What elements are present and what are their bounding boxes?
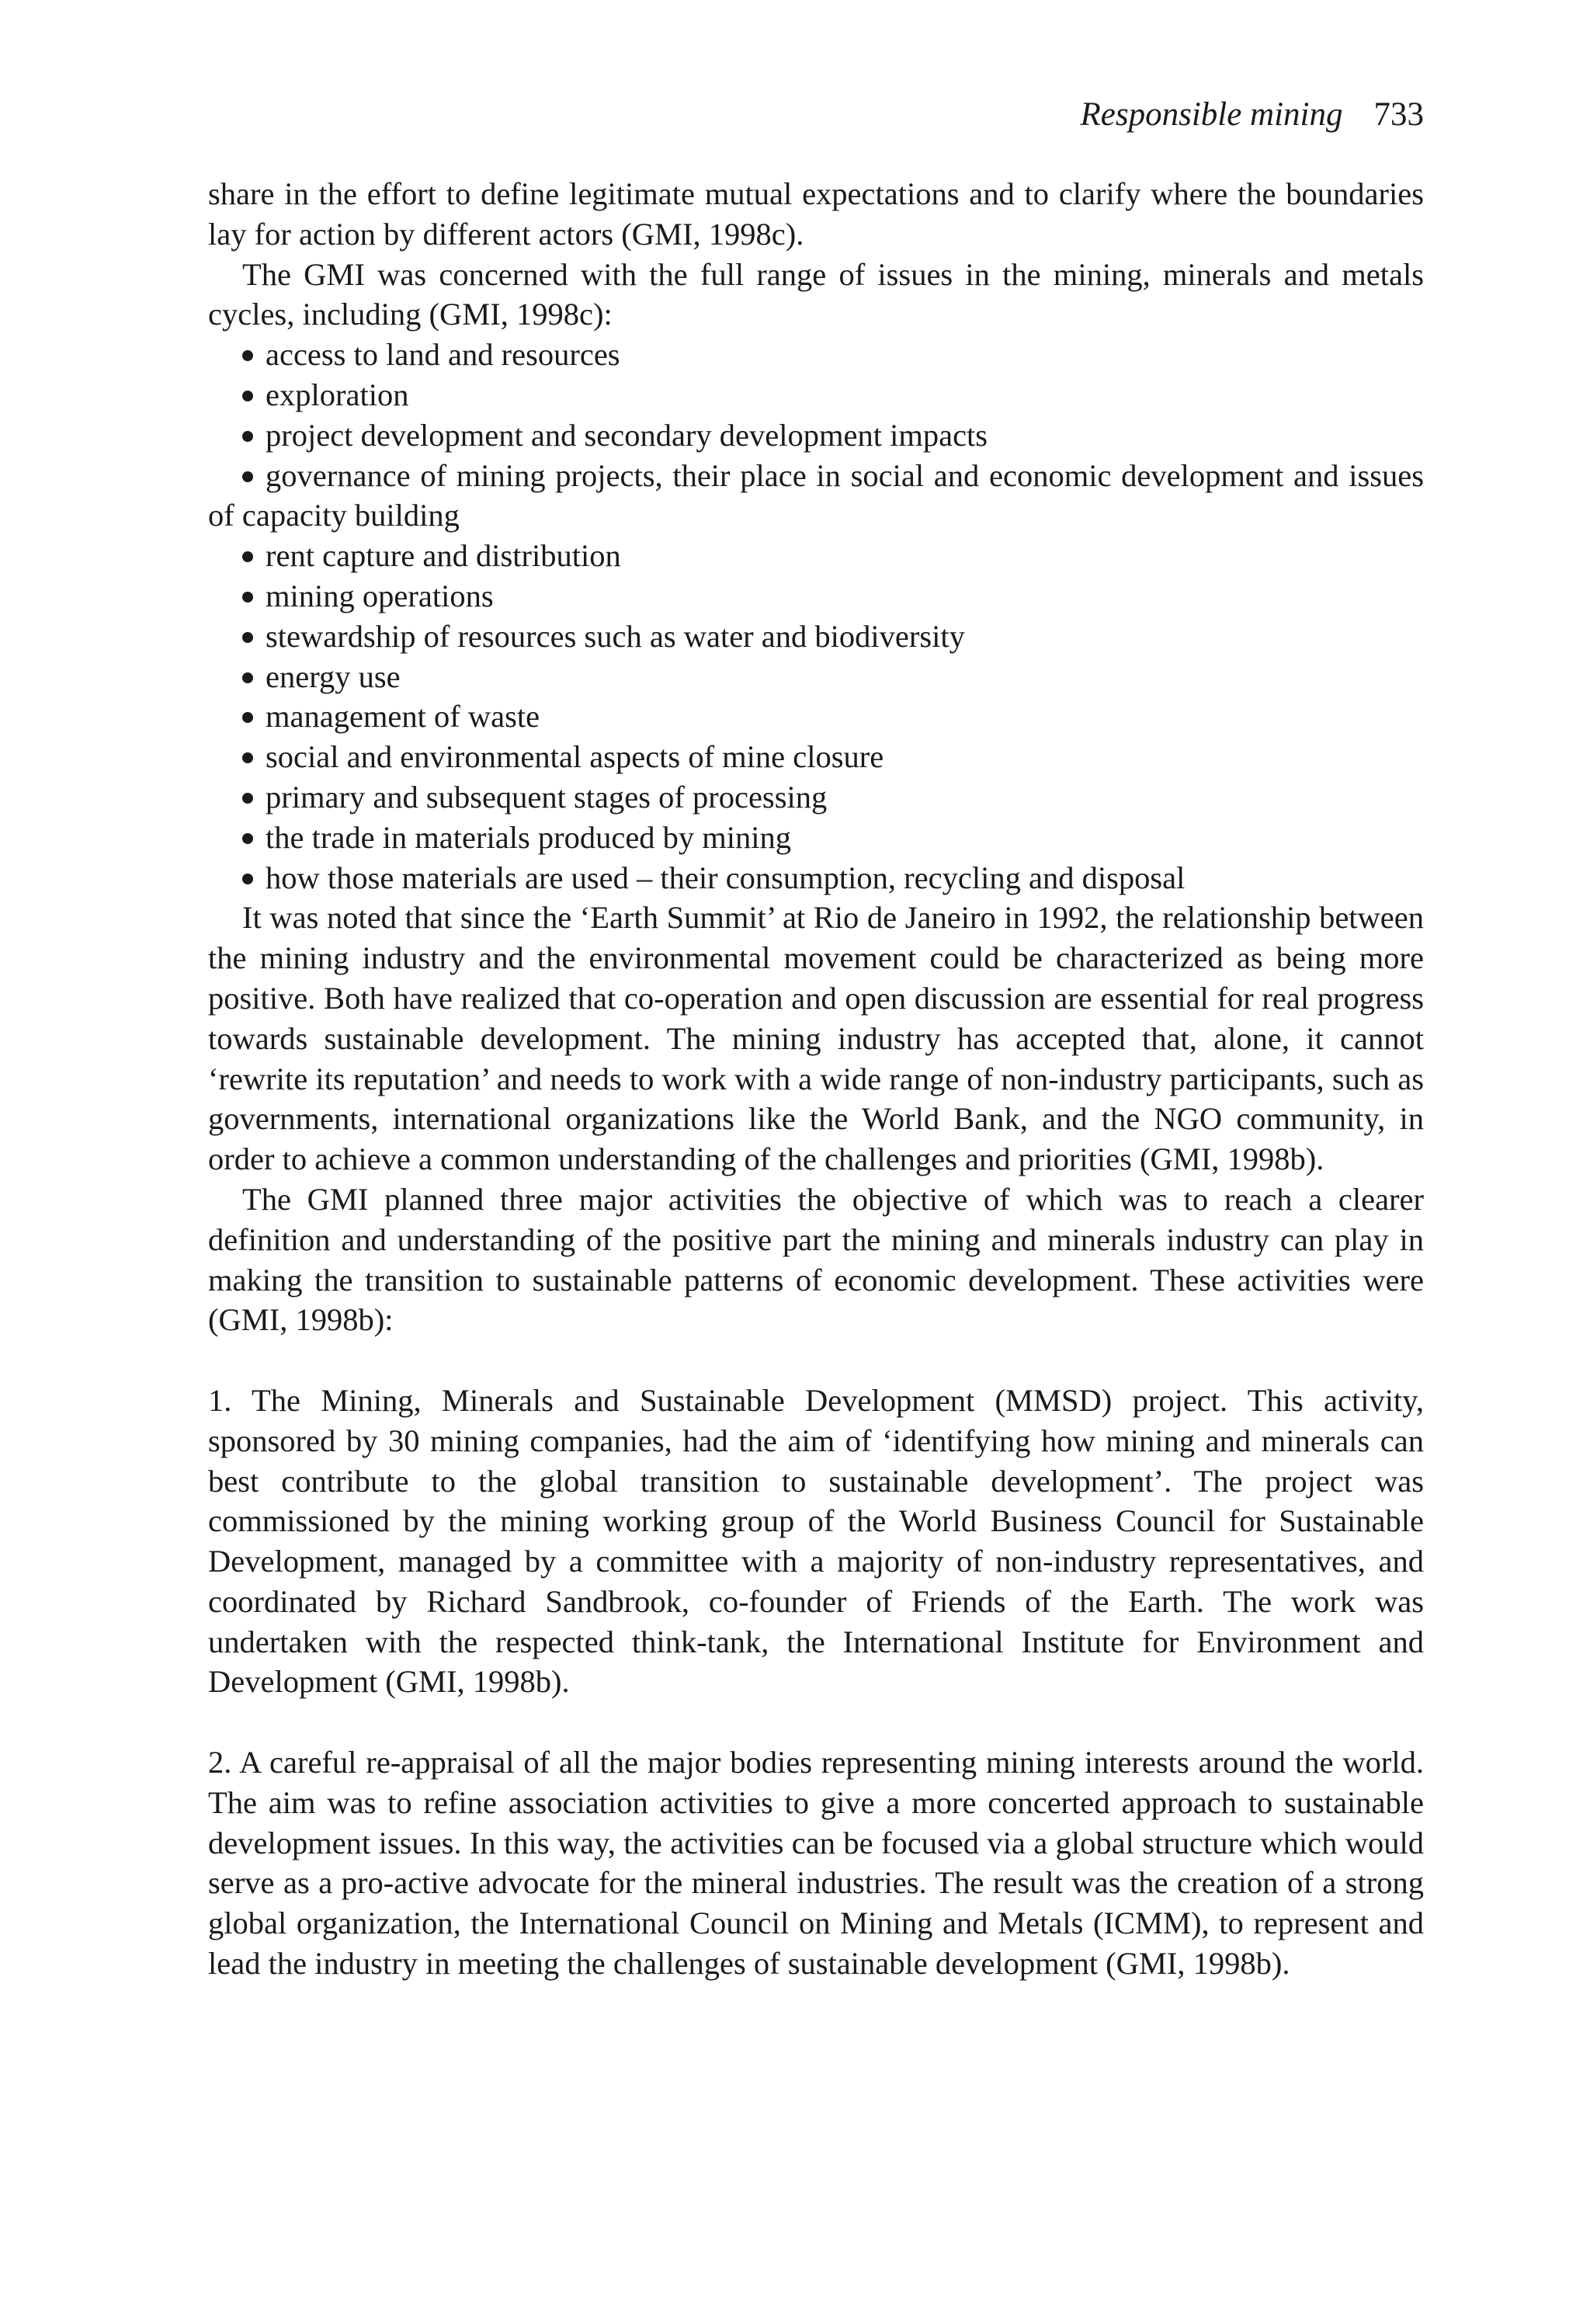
bullet-item: stewardship of resources such as water and biodiversity xyxy=(266,618,965,654)
paragraph-gmi-issues: The GMI was concerned with the full range of issues in the mining, minerals and metals cycles, including (GMI, 1998c): xyxy=(208,256,1424,332)
running-head xyxy=(1081,92,1425,138)
issues-bullet-list xyxy=(208,335,1424,898)
bullet-item: mining operations xyxy=(266,578,494,613)
bullet-item: primary and subsequent stages of processing xyxy=(266,779,828,815)
paragraph-earth-summit: It was noted that since the ‘Earth Summit’ at Rio de Janeiro in 1992, the relationship between the mining industry and the environmental movement could be characterized as being more positive. Both have realized that co-operation and open discussion are essential for real progress towards sustainable development. The mining industry has accepted that, alone, it cannot ‘rewrite its reputation’ and needs to work with a wide range of non-industry participants, such as governments, international organizations like the World Bank, and the NGO community, in order to achieve a common understanding of the challenges and priorities (GMI, 1998b). xyxy=(208,900,1424,1177)
paragraph-activity-2: 2. A careful re-appraisal of all the major bodies representing mining interests around the world. The aim was to refine association activities to give a more concerted approach to sustainable development issues. In this way, the activities can be focused via a global structure which would serve as a pro-active advocate for the mineral industries. The result was the creation of a strong global organization, the International Council on Mining and Metals (ICMM), to represent and lead the industry in meeting the challenges of sustainable development (GMI, 1998b). xyxy=(208,1745,1424,1982)
bullet-item: exploration xyxy=(266,377,409,412)
bullet-item: management of waste xyxy=(266,699,540,735)
body-text xyxy=(208,174,1424,1984)
paragraph-continuation: share in the effort to define legitimate mutual expectations and to clarify where the boundaries lay for action by different actors (GMI, 1998c). xyxy=(208,176,1424,252)
bullet-item: project development and secondary development impacts xyxy=(266,417,988,453)
bullet-item: governance of mining projects, their place in social and economic development and issues of capacity building xyxy=(208,457,1424,533)
blank-line xyxy=(208,1340,1424,1381)
paragraph-three-activities: The GMI planned three major activities the objective of which was to reach a clearer definition and understanding of the positive part the mining and minerals industry can play in making the transition to sustainable patterns of economic development. These activities were (GMI, 1998b): xyxy=(208,1181,1424,1338)
bullet-item: the trade in materials produced by mining xyxy=(266,819,792,855)
page-number: 733 xyxy=(1373,96,1424,133)
paragraph-activity-1: 1. The Mining, Minerals and Sustainable Development (MMSD) project. This activity, sponsored by 30 mining companies, had the aim of ‘identifying how mining and minerals can best contribute to the global transition to sustainable development’. The project was commissioned by the mining working group of the World Business Council for Sustainable Development, managed by a committee with a majority of non-industry representatives, and coordinated by Richard Sandbrook, co-founder of Friends of the Earth. The work was undertaken with the respected think-tank, the International Institute for Environment and Development (GMI, 1998b). xyxy=(208,1382,1424,1700)
running-head-title: Responsible mining xyxy=(1080,96,1343,133)
bullet-item: energy use xyxy=(266,658,401,694)
bullet-item: access to land and resources xyxy=(266,337,620,373)
bullet-item: how those materials are used – their consumption, recycling and disposal xyxy=(266,860,1186,895)
blank-line xyxy=(208,1702,1424,1742)
bullet-item: rent capture and distribution xyxy=(266,538,621,574)
bullet-item: social and environmental aspects of mine closure xyxy=(266,739,884,775)
